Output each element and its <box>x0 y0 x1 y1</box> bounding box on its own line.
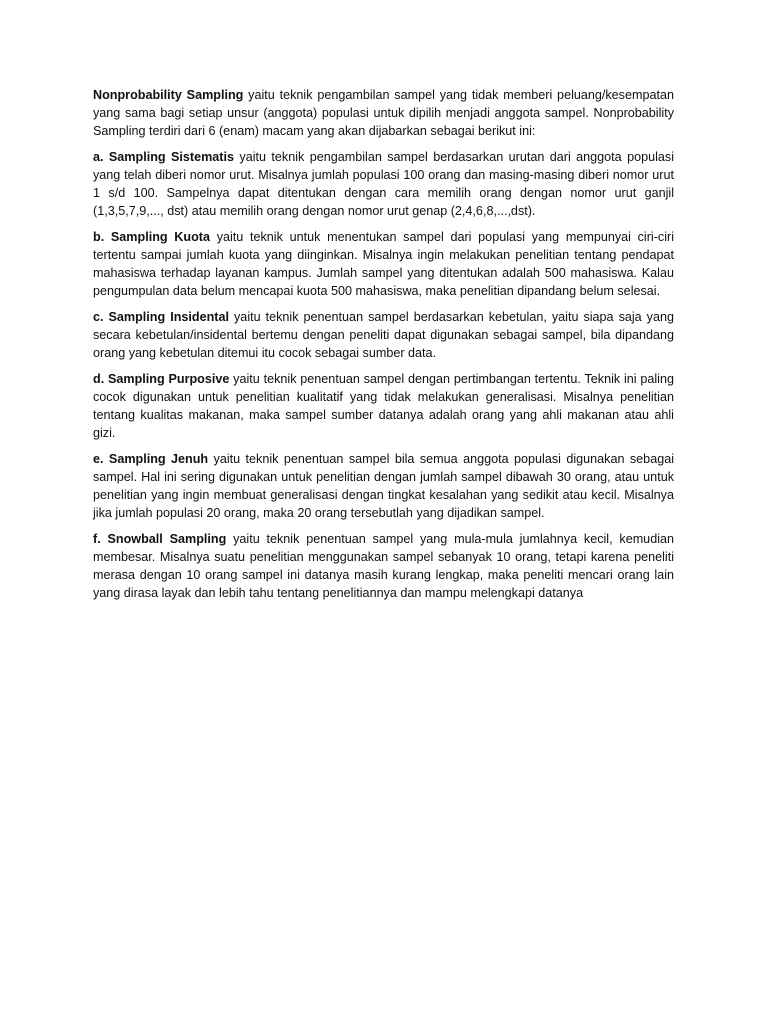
item-paragraph-b <box>93 228 674 300</box>
intro-text: yaitu teknik pengambilan sampel yang tidak memberi peluang/kesempatan yang sama bagi setiap unsur (anggota) populasi untuk dipilih menjadi anggota sampel. Nonprobability Sampling terdiri dari 6 (enam) macam yang akan dijabarkan sebagai berikut ini: <box>93 88 674 138</box>
intro-paragraph <box>93 86 674 140</box>
item-term-e: e. Sampling Jenuh <box>93 452 209 466</box>
item-text-e: yaitu teknik penentuan sampel bila semua anggota populasi digunakan sebagai sampel. Hal ini sering digunakan untuk penelitian dengan jumlah sampel dibawah 30 orang, atau untuk penelitian yang ingin membuat generalisasi dengan tingkat kesalahan yang sedikit atau kecil. Misalnya jika jumlah populasi 20 orang, maka 20 orang tersebutlah yang dijadikan sampel. <box>93 452 674 520</box>
item-text-a: yaitu teknik pengambilan sampel berdasarkan urutan dari anggota populasi yang telah diberi nomor urut. Misalnya jumlah populasi 100 orang dan masing-masing diberi nomor urut 1 s/d 100. Sampelnya dapat ditentukan dengan cara memilih orang dengan nomor urut ganjil (1,3,5,7,9,..., dst) atau memilih orang dengan nomor urut genap (2,4,6,8,...,dst). <box>93 150 674 218</box>
item-paragraph-a <box>93 148 674 220</box>
item-paragraph-f <box>93 530 674 602</box>
item-text-b: yaitu teknik untuk menentukan sampel dari populasi yang mempunyai ciri-ciri tertentu sampai jumlah kuota yang diinginkan. Misalnya ingin melakukan penelitian tentang pendapat mahasiswa terhadap layanan kampus. Jumlah sampel yang ditentukan adalah 500 mahasiswa. Kalau pengumpulan data belum mencapai kuota 500 mahasiswa, maka penelitian dipandang belum selesai. <box>93 230 675 298</box>
item-paragraph-d <box>93 370 674 442</box>
item-text-f: yaitu teknik penentuan sampel yang mula-mula jumlahnya kecil, kemudian membesar. Misalnya suatu penelitian menggunakan sampel sebanyak 10 orang, tetapi karena peneliti merasa dengan 10 orang sampel ini datanya masih kurang lengkap, maka peneliti mencari orang lain yang dirasa layak dan lebih tahu tentang penelitiannya dan mampu melengkapi datanya <box>93 532 674 600</box>
document-page <box>93 86 674 610</box>
item-term-a: a. Sampling Sistematis <box>93 150 234 164</box>
item-term-d: d. Sampling Purposive <box>93 372 230 386</box>
item-text-c: yaitu teknik penentuan sampel berdasarkan kebetulan, yaitu siapa saja yang secara kebetulan/insidental bertemu dengan peneliti dapat digunakan sebagai sampel, bila dipandang orang yang kebetulan ditemui itu cocok sebagai sumber data. <box>93 310 674 360</box>
item-paragraph-e <box>93 450 674 522</box>
item-text-d: yaitu teknik penentuan sampel dengan pertimbangan tertentu. Teknik ini paling cocok digunakan untuk penelitian kualitatif yang tidak melakukan generalisasi. Misalnya penelitian tentang kualitas makanan, maka sampel sumber datanya adalah orang yang ahli makanan atau ahli gizi. <box>93 372 674 440</box>
item-paragraph-c <box>93 308 674 362</box>
item-term-f: f. Snowball Sampling <box>93 532 227 546</box>
item-term-c: c. Sampling Insidental <box>93 310 229 324</box>
item-term-b: b. Sampling Kuota <box>93 230 210 244</box>
intro-term: Nonprobability Sampling <box>93 88 244 102</box>
